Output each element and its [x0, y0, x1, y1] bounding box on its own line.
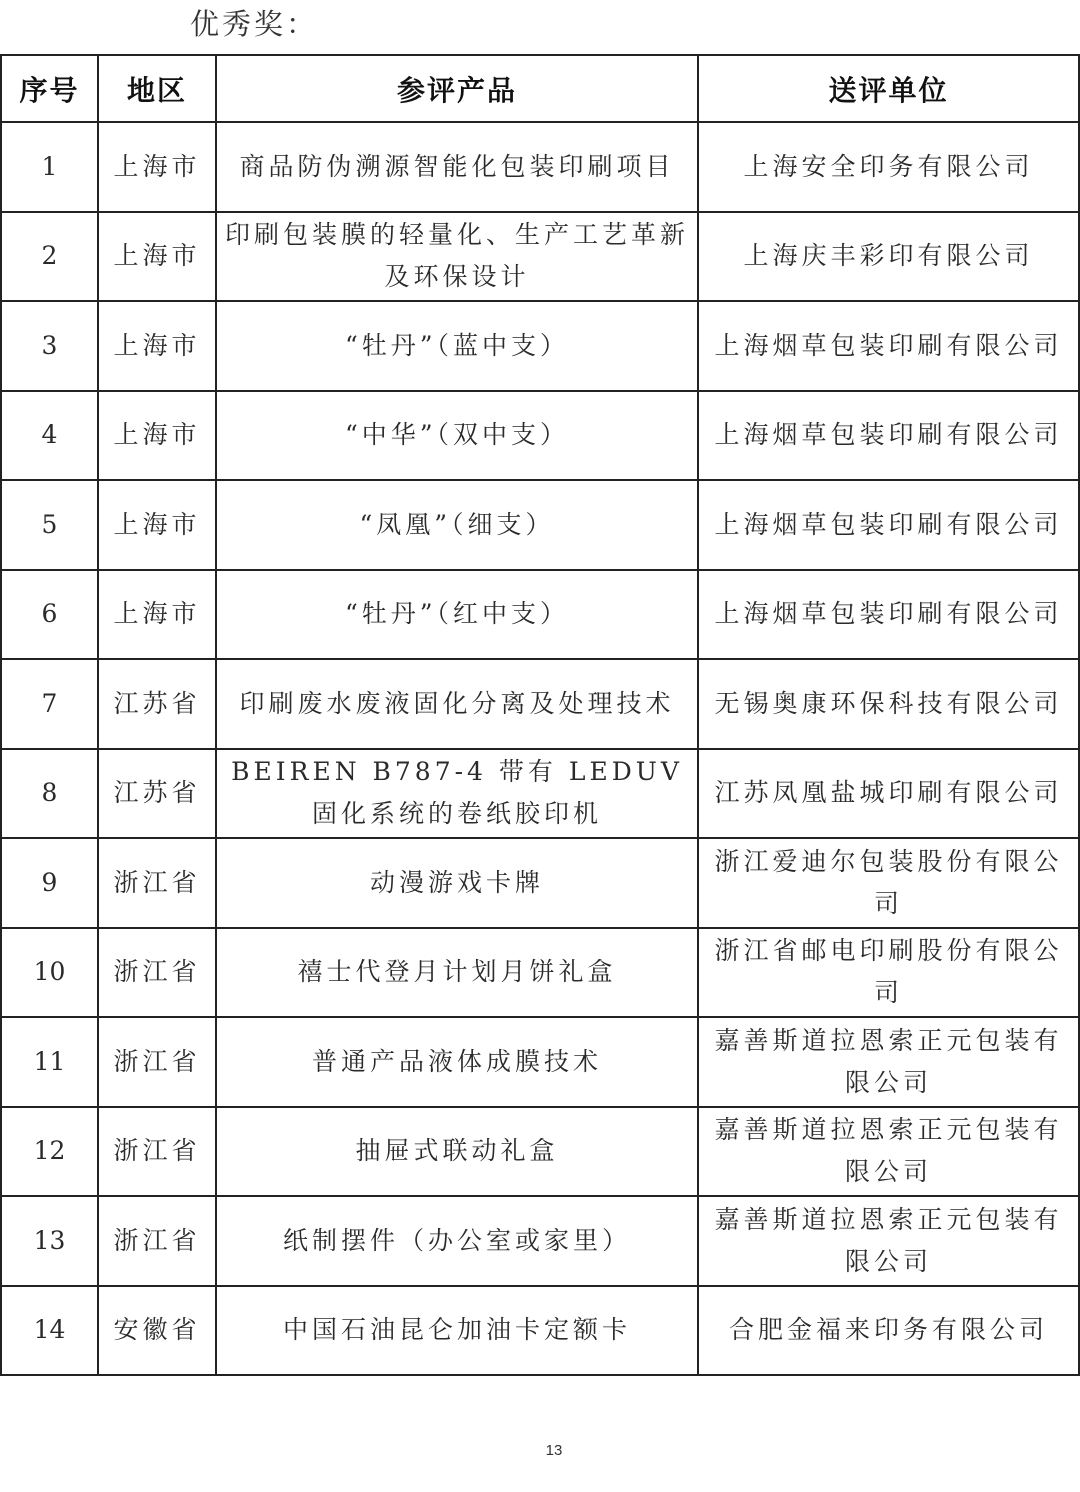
row-organization: 嘉善斯道拉恩索正元包装有限公司 — [698, 1107, 1079, 1197]
table-header-row — [1, 55, 1079, 122]
table-row — [1, 480, 1079, 570]
row-no: 2 — [1, 212, 98, 302]
row-organization: 嘉善斯道拉恩索正元包装有限公司 — [698, 1017, 1079, 1107]
table-row — [1, 391, 1079, 481]
section-title: 优秀奖： — [190, 7, 319, 41]
row-organization: 上海烟草包装印刷有限公司 — [698, 570, 1079, 660]
table-row — [1, 570, 1079, 660]
row-region: 安徽省 — [98, 1286, 216, 1376]
row-organization: 上海烟草包装印刷有限公司 — [698, 391, 1079, 481]
table-row — [1, 212, 1079, 302]
row-organization: 上海烟草包装印刷有限公司 — [698, 480, 1079, 570]
row-region: 江苏省 — [98, 659, 216, 749]
row-region: 上海市 — [98, 212, 216, 302]
table-row — [1, 1286, 1079, 1376]
row-no: 4 — [1, 391, 98, 481]
row-organization: 上海烟草包装印刷有限公司 — [698, 301, 1079, 391]
row-organization: 上海安全印务有限公司 — [698, 122, 1079, 212]
row-organization: 浙江省邮电印刷股份有限公司 — [698, 928, 1079, 1018]
row-no: 1 — [1, 122, 98, 212]
row-organization: 合肥金福来印务有限公司 — [698, 1286, 1079, 1376]
row-product: 禧士代登月计划月饼礼盒 — [216, 928, 698, 1018]
table-row — [1, 301, 1079, 391]
row-organization: 无锡奥康环保科技有限公司 — [698, 659, 1079, 749]
row-product: 印刷包装膜的轻量化、生产工艺革新及环保设计 — [216, 212, 698, 302]
row-no: 11 — [1, 1017, 98, 1107]
table-row — [1, 1107, 1079, 1197]
row-region: 浙江省 — [98, 838, 216, 928]
row-product: 商品防伪溯源智能化包装印刷项目 — [216, 122, 698, 212]
row-no: 9 — [1, 838, 98, 928]
row-region: 江苏省 — [98, 749, 216, 839]
table-row — [1, 838, 1079, 928]
table-row — [1, 122, 1079, 212]
row-product: 抽屉式联动礼盒 — [216, 1107, 698, 1197]
row-product: “中华”（双中支） — [216, 391, 698, 481]
row-region: 上海市 — [98, 570, 216, 660]
row-region: 浙江省 — [98, 1017, 216, 1107]
row-no: 6 — [1, 570, 98, 660]
row-no: 12 — [1, 1107, 98, 1197]
row-organization: 上海庆丰彩印有限公司 — [698, 212, 1079, 302]
header-region: 地区 — [98, 55, 216, 122]
awards-table — [0, 54, 1080, 1376]
row-region: 上海市 — [98, 301, 216, 391]
row-region: 上海市 — [98, 480, 216, 570]
row-no: 13 — [1, 1196, 98, 1286]
row-product: 印刷废水废液固化分离及处理技术 — [216, 659, 698, 749]
row-product: BEIREN B787-4 带有 LEDUV 固化系统的卷纸胶印机 — [216, 749, 698, 839]
row-no: 14 — [1, 1286, 98, 1376]
table-row — [1, 749, 1079, 839]
row-product: 动漫游戏卡牌 — [216, 838, 698, 928]
row-region: 浙江省 — [98, 1196, 216, 1286]
header-no: 序号 — [1, 55, 98, 122]
row-organization: 嘉善斯道拉恩索正元包装有限公司 — [698, 1196, 1079, 1286]
row-product: “牡丹”（红中支） — [216, 570, 698, 660]
header-product: 参评产品 — [216, 55, 698, 122]
row-product: “凤凰”（细支） — [216, 480, 698, 570]
row-organization: 江苏凤凰盐城印刷有限公司 — [698, 749, 1079, 839]
table-row — [1, 928, 1079, 1018]
row-region: 上海市 — [98, 391, 216, 481]
row-region: 浙江省 — [98, 1107, 216, 1197]
row-product: 普通产品液体成膜技术 — [216, 1017, 698, 1107]
header-organization: 送评单位 — [698, 55, 1079, 122]
row-product: 纸制摆件（办公室或家里） — [216, 1196, 698, 1286]
row-region: 浙江省 — [98, 928, 216, 1018]
row-no: 7 — [1, 659, 98, 749]
row-no: 3 — [1, 301, 98, 391]
page-number: 13 — [545, 1442, 563, 1459]
row-product: “牡丹”（蓝中支） — [216, 301, 698, 391]
row-no: 10 — [1, 928, 98, 1018]
table-row — [1, 1017, 1079, 1107]
row-region: 上海市 — [98, 122, 216, 212]
row-organization: 浙江爱迪尔包装股份有限公司 — [698, 838, 1079, 928]
table-row — [1, 1196, 1079, 1286]
row-no: 5 — [1, 480, 98, 570]
row-no: 8 — [1, 749, 98, 839]
table-row — [1, 659, 1079, 749]
row-product: 中国石油昆仑加油卡定额卡 — [216, 1286, 698, 1376]
